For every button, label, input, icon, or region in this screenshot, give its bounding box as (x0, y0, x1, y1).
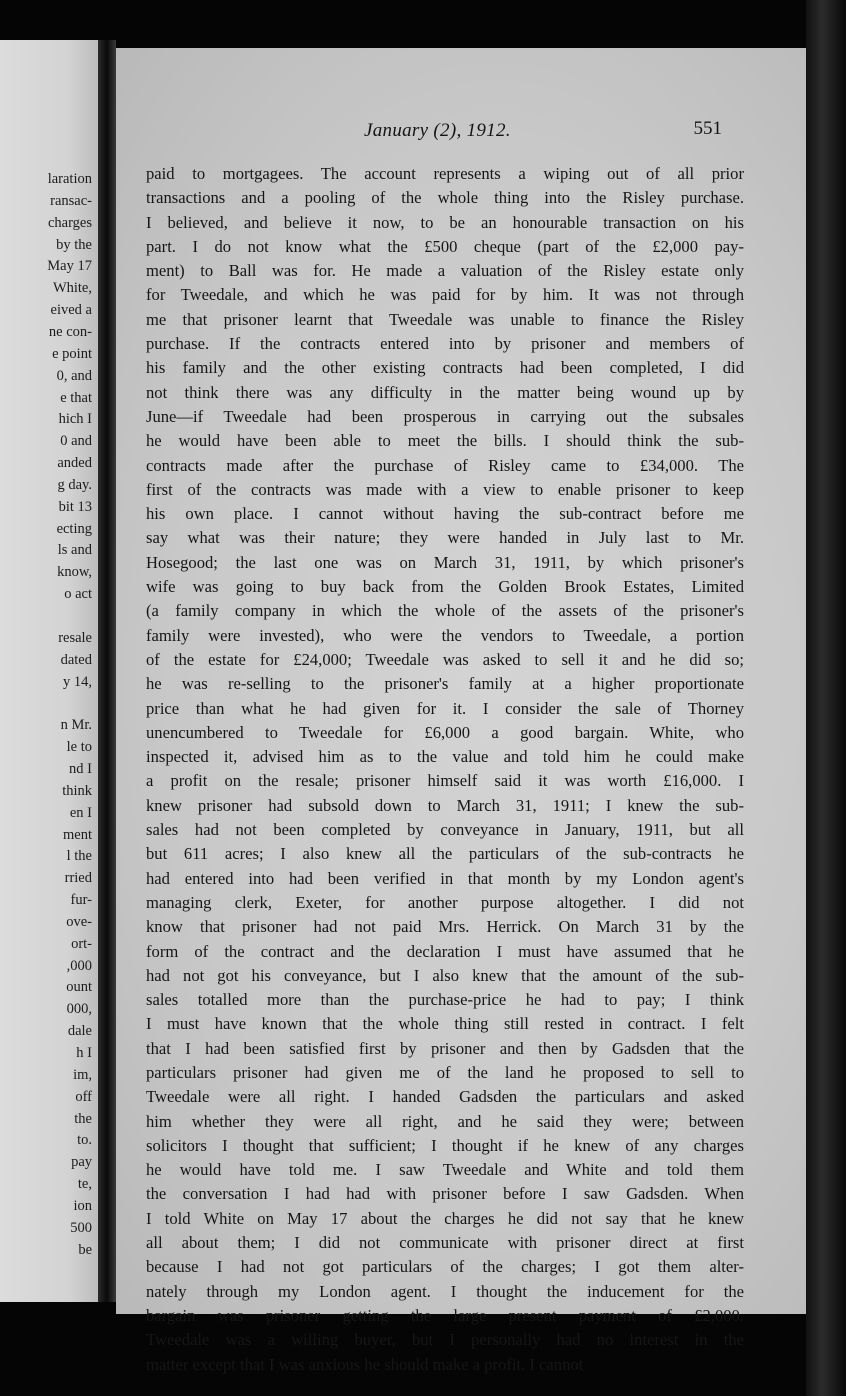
text-line: all about them; I did not communicate with prisoner direct at first (146, 1233, 744, 1253)
left-page-fragment: ove- (66, 913, 92, 930)
text-line: he would have told me. I saw Tweedale and White and told them (146, 1160, 744, 1180)
text-line: Tweedale was a willing buyer, but I personally had no interest in the (146, 1330, 744, 1350)
left-page-fragment: ransac- (50, 192, 92, 209)
left-page-fragment: May 17 (47, 258, 92, 275)
text-line: form of the contract and the declaration I must have assumed that he (146, 941, 744, 961)
text-line: I believed, and believe it now, to be an honourable transaction on his (146, 212, 744, 232)
text-line: contracts made after the purchase of Risley came to £34,000. The (146, 455, 744, 475)
left-page-fragment: ls and (57, 542, 92, 559)
left-page-fragment: be (78, 1241, 92, 1258)
left-page-fragment: ment (63, 826, 92, 843)
left-page-fragment: resale (58, 629, 92, 646)
left-page-fragment: off (75, 1088, 92, 1105)
left-page-fragment: dated (60, 651, 92, 668)
left-page-fragment: n Mr. (60, 717, 92, 734)
body-text (146, 162, 744, 1377)
text-line: wife was going to buy back from the Golden Brook Estates, Limited (146, 577, 744, 597)
text-line: his family and the other existing contracts had been completed, I did (146, 358, 744, 378)
left-page-fragment: 0, and (56, 367, 92, 384)
left-page-fragment: 500 (70, 1219, 92, 1236)
left-page-fragment: pay (71, 1154, 92, 1171)
text-line: ment) to Ball was for. He made a valuation of the Risley estate only (146, 261, 744, 281)
text-line: because I had not got particulars of the charges; I got them alter- (146, 1257, 744, 1277)
left-page-fragment: e that (60, 389, 92, 406)
text-line: he was re-selling to the prisoner's family at a higher proportionate (146, 674, 744, 694)
left-page-fragment: to. (77, 1132, 92, 1149)
text-line: me that prisoner learnt that Tweedale was unable to finance the Risley (146, 309, 744, 329)
left-page-fragment: bit 13 (58, 498, 92, 515)
text-line: had not got his conveyance, but I also knew that the amount of the sub- (146, 965, 744, 985)
left-page-fragment: ,000 (66, 957, 92, 974)
left-page-fragment: think (62, 782, 92, 799)
text-line: family were invested), who were the vendors to Tweedale, a portion (146, 625, 744, 645)
text-line: him whether they were all right, and he said they were; between (146, 1111, 744, 1131)
text-line: first of the contracts was made with a view to enable prisoner to keep (146, 479, 744, 499)
left-page-fragment: charges (47, 214, 92, 231)
left-page-fragment: rried (64, 870, 92, 887)
text-line: matter except that I was anxious he should make a profit. I cannot (146, 1354, 584, 1374)
text-line: Hosegood; the last one was on March 31, 1911, by which prisoner's (146, 552, 744, 572)
text-line: but 611 acres; I also knew all the particulars of the sub-contracts he (146, 844, 744, 864)
text-line: Tweedale were all right. I handed Gadsden the particulars and asked (146, 1087, 744, 1107)
text-line: say what was their nature; they were handed in July last to Mr. (146, 528, 744, 548)
text-line: I must have known that the whole thing still rested in contract. I felt (146, 1014, 744, 1034)
right-page (116, 48, 806, 1374)
text-line: had entered into had been verified in that month by my London agent's (146, 868, 744, 888)
text-line: knew prisoner had subsold down to March 31, 1911; I knew the sub- (146, 795, 744, 815)
text-line: of the estate for £24,000; Tweedale was asked to sell it and he did so; (146, 649, 744, 669)
left-page-fragment: im, (73, 1066, 92, 1083)
text-line: I told White on May 17 about the charges he did not say that he knew (146, 1208, 744, 1228)
left-page-fragment: le to (66, 739, 92, 756)
left-page-fragment: 0 and (60, 433, 92, 450)
text-line: bargain was prisoner getting the large present payment of £2,000. (146, 1305, 744, 1325)
left-page-fragment: fur- (70, 892, 92, 909)
text-line: paid to mortgagees. The account represents a wiping out of all prior (146, 164, 744, 183)
left-page-fragment: nd I (69, 760, 92, 777)
left-page-fragment: know, (57, 564, 92, 581)
text-line: managing clerk, Exeter, for another purpose altogether. I did not (146, 892, 744, 912)
text-line: purchase. If the contracts entered into by prisoner and members of (146, 334, 744, 354)
left-page (0, 40, 98, 1302)
text-line: unencumbered to Tweedale for £6,000 a good bargain. White, who (146, 722, 744, 742)
page-edge-shadow (806, 0, 846, 1396)
left-page-fragment: o act (64, 586, 92, 603)
text-line: sales totalled more than the purchase-price he had to pay; I think (146, 990, 744, 1010)
text-line: particulars prisoner had given me of the land he proposed to sell to (146, 1062, 744, 1082)
left-page-fragment: by the (56, 236, 92, 253)
text-line: inspected it, advised him as to the value and told him he could make (146, 747, 744, 767)
text-line: nately through my London agent. I thought the inducement for the (146, 1281, 744, 1301)
text-line: (a family company in which the whole of the assets of the prisoner's (146, 601, 744, 621)
book-gutter (98, 40, 116, 1302)
text-line: transactions and a pooling of the whole thing into the Risley purchase. (146, 188, 744, 208)
text-line: not think there was any difficulty in the matter being wound up by (146, 382, 744, 402)
text-line: June—if Tweedale had been prosperous in carrying out the subsales (146, 406, 744, 426)
text-line: his own place. I cannot without having the sub-contract before me (146, 504, 744, 524)
left-page-fragment: l the (66, 848, 92, 865)
left-page-fragment: White, (52, 280, 92, 297)
text-line: solicitors I thought that sufficient; I thought if he knew of any charges (146, 1135, 744, 1155)
left-page-fragment: eived a (50, 302, 92, 319)
text-line: that I had been satisfied first by prisoner and then by Gadsden that the (146, 1038, 744, 1058)
left-page-fragment: ion (73, 1197, 92, 1214)
left-page-fragment: h I (76, 1045, 92, 1061)
left-page-fragment: ne con- (48, 323, 92, 340)
text-line: know that prisoner had not paid Mrs. Herrick. On March 31 by the (146, 917, 744, 937)
running-head: January (2), 1912. (364, 120, 511, 141)
text-line: for Tweedale, and which he was paid for by him. It was not through (146, 285, 744, 305)
left-page-fragment: te, (77, 1176, 92, 1193)
left-page-fragment: ort- (71, 935, 92, 952)
text-line: the conversation I had had with prisoner before I saw Gadsden. When (146, 1184, 744, 1204)
left-page-fragment: en I (69, 804, 92, 821)
text-line: price than what he had given for it. I consider the sale of Thorney (146, 698, 744, 718)
left-page-fragment: laration (47, 171, 92, 187)
text-line: a profit on the resale; prisoner himself said it was worth £16,000. I (146, 771, 744, 791)
left-page-fragment: e point (52, 345, 92, 362)
text-line: part. I do not know what the £500 cheque (part of the £2,000 pay- (146, 236, 744, 256)
left-page-fragment: the (74, 1110, 92, 1127)
left-page-fragment: anded (57, 455, 92, 472)
left-page-fragment: hich I (58, 411, 92, 428)
page-number: 551 (693, 118, 722, 139)
left-page-fragment: g day. (57, 476, 92, 493)
text-line: he would have been able to meet the bills. I should think the sub- (146, 431, 744, 451)
left-page-fragment: ount (66, 979, 92, 996)
left-page-fragment: y 14, (63, 673, 92, 690)
text-line: sales had not been completed by conveyance in January, 1911, but all (146, 820, 744, 840)
left-page-fragment: 000, (66, 1001, 92, 1018)
left-page-fragment: ecting (56, 520, 92, 537)
left-page-fragment: dale (67, 1023, 92, 1040)
